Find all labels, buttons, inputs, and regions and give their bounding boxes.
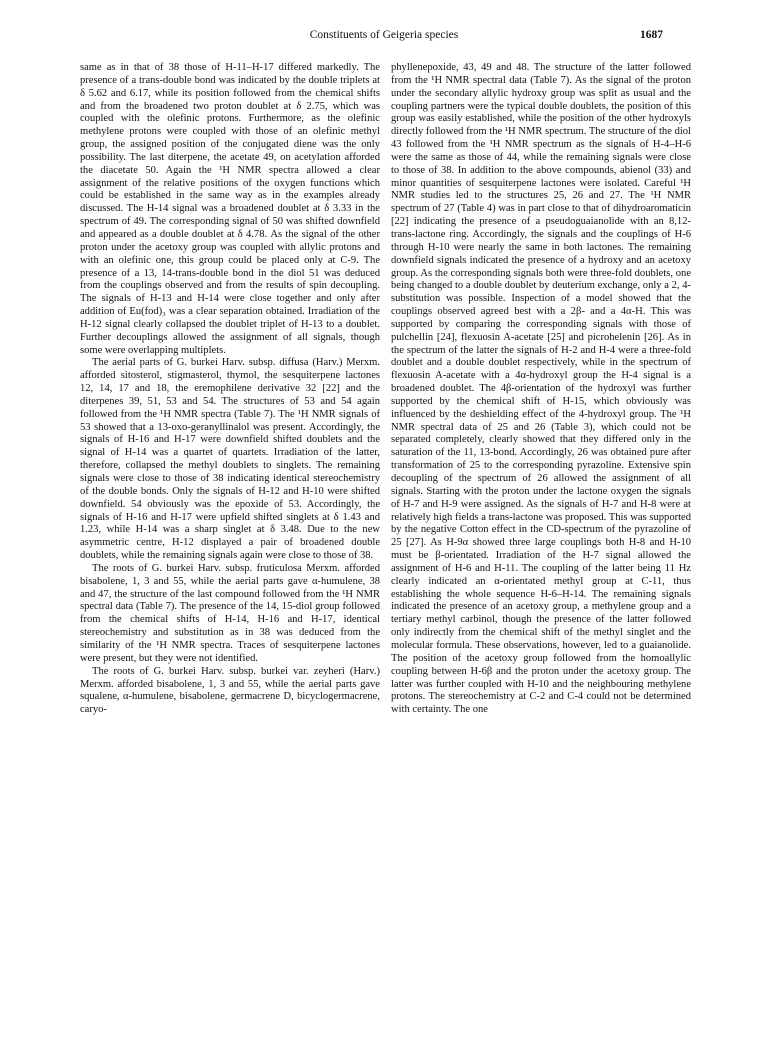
page-number: 1687 [640, 29, 663, 41]
paragraph: The aerial parts of G. burkei Harv. subsp. diffusa (Harv.) Merxm. afforded sitosterol, stigmasterol, thymol, the sesquiterpene lactones 12, 14, 17 and 18, the eremophilene derivative 32 [22] and the diterpenes 39, 51, 53 and 54. The structures of 53 and 54 again followed from the ¹H NMR spectra (Table 7). The ¹H NMR signals of 53 showed that a 13-oxo-geranyllinalol was present. Accordingly, the signals of H-16 and H-17 were downfield shifted doublets and the signal of H-14 was a quartet of quartets. Irradiation of the latter, therefore, collapsed the methyl doublets to singlets. The remaining signals were close to those of 38 indicating identical stereochemistry of the double bonds. Only the signals of H-12 and H-10 were shifted downfield. 54 obviously was the epoxide of 53. Accordingly, the signals of H-16 and H-17 were upfield shifted singlets at δ 1.43 and 1.23, while H-14 was a sharp singlet at δ 3.48. Due to the new asymmetric centre, H-12 displayed a pair of broadened double doublets, while the remaining signals again were close to those of 38. [80, 357, 380, 562]
running-title: Constituents of Geigeria species [309, 29, 459, 41]
paragraph: The roots of G. burkei Harv. subsp. burkei var. zeyheri (Harv.) Merxm. afforded bisabolene, 1, 3 and 55, while the aerial parts gave squalene, α-humulene, bisabolene, germacrene D, bicyclogermacrene, caryo- [80, 665, 380, 716]
paragraph: The roots of G. burkei Harv. subsp. fruticulosa Merxm. afforded bisabolene, 1, 3 and 55, while the aerial parts gave α-humulene, 38 and 47, the structure of the last compound followed from the ¹H NMR spectral data (Table 7). The presence of the 14, 15-diol group followed from the chemical shifts of H-14, H-16 and H-17, identical stereochemistry and substitution as in 38 was deduced from the similarity of the ¹H NMR spectra. Traces of sesquiterpene lactones were present, but they were not identified. [80, 562, 380, 664]
paragraph: same as in that of 38 those of H-11–H-17 differed markedly. The presence of a trans-double bond was indicated by the double triplets at δ 5.62 and 6.17, while its position followed from the chemical shifts and from the broadened two proton doublet at δ 2.75, which was coupled with the olefinic protons. Furthermore, as the olefinic methylene protons were coupled with those of an olefinic methyl group, the assigned position of the conjugated diene was the only possibility. The last diterpene, the acetate 49, on acetylation afforded the diacetate 50. Again the ¹H NMR spectra allowed a clear assignment of the relative positions of the oxygen functions which could be established in the same way as in the examples already discussed. The H-14 signal was a broadened doublet at δ 3.33 in the spectrum of 49. The corresponding signal of 50 was shifted downfield and appeared as a double doublet at δ 4.78. As the signal of the other proton under the acetoxy group was coupled with allylic protons and with an olefinic one, this group could be placed only at C-9. The presence of a 13, 14-trans-double bond in the diol 51 was deduced from the couplings observed and from the results of spin decoupling. The signals of H-13 and H-14 were close together and only after addition of Eu(fod)₃ was a clear separation obtained. Irradiation of the H-12 signal clearly collapsed the doublet triplet of H-13 to a doublet. Further decouplings allowed the assignment of all signals, though some were overlapping multiplets. [80, 62, 380, 356]
left-column [80, 62, 380, 717]
paragraph: phyllenepoxide, 43, 49 and 48. The structure of the latter followed from the ¹H NMR spectral data (Table 7). As the signal of the proton under the secondary allylic hydroxy group was split as usual and the coupling partners were the typical double doublets, the position of this group was easily established, while the position of the other hydroxyls directly followed from the ¹H NMR spectrum. The structure of the diol 43 followed from the ¹H NMR spectrum as the signals of H-4–H-6 were the same as those of 44, while the remaining signals were close to those of 38. In addition to the above compounds, abienol (33) and minor quantities of sesquiterpene lactones were isolated. Careful ¹H NMR studies led to the structures 25, 26 and 27. The ¹H NMR spectrum of 27 (Table 4) was in part close to that of dihydroaromaticin [22] indicating the presence of a pseudoguaianolide with an 8,12-trans-lactone ring. Accordingly, the signals and the couplings of H-6 through H-10 were nearly the same in both lactones. The remaining downfield signals indicated the presence of a hydroxy and an acetoxy group. As the corresponding signals both were three-fold doublets, one being changed to a double doublet by deuterium exchange, only a 2, 4-substitution was possible. Inspection of a model showed that the couplings observed agreed best with a 2β- and a 4α-H. This was supported by comparing the corresponding signals with those of pulchellin [24], flexuosin A-acetate [25] and picrohelenin [26]. As in the spectrum of the latter the signals of H-2 and H-4 were a three-fold doublet and a double doublet respectively, while in the spectrum of flexuosin A-acetate with a 4α-hydroxyl group the H-4 signal is a broadened doublet. The 4β-orientation of the hydroxyl was further supported by the chemical shift of H-15, which obviously was influenced by the deshielding effect of the 4-hydroxyl group. The ¹H NMR spectral data of 25 and 26 (Table 3), which could not be separated completely, clearly showed that they differed only in the saturation of the 11, 13-bond. Accordingly, 26 was obtained pure after transformation of 25 to the corresponding pyrazoline. Extensive spin decoupling of the spectrum of 26 allowed the assignment of all signals. Starting with the proton under the lactone oxygen the signals of H-7 and H-9 were assigned. As the signals of H-7 and H-8 were at relatively high fields a trans-lactone was proposed. This was supported by the negative Cotton effect in the CD-spectrum of the pyrazoline of 25 [27]. As H-9α showed three large couplings both H-8 and H-10 must be β-orientated. Irradiation of the H-7 signal allowed the assignment of H-6 and H-11. The coupling of the latter being 11 Hz clearly indicated an α-orientated methyl group at C-11, thus establishing the whole sequence H-6–H-14. The remaining signals indicated the presence of an acetoxy group, a methylene group and a tertiary methyl carbinol, though the presence of the latter followed only indirectly from the chemical shift of the methyl singlet and the molecular formula. These observations, however, led to a guaianolide. The position of the acetoxy group followed from the homoallylic coupling between H-6β and the proton under the acetoxy group. The latter was further coupled with H-10 and the neighbouring methylene protons. The stereochemistry at C-2 and C-4 could not be determined with certainty. The one [391, 62, 691, 716]
right-column [391, 62, 691, 717]
